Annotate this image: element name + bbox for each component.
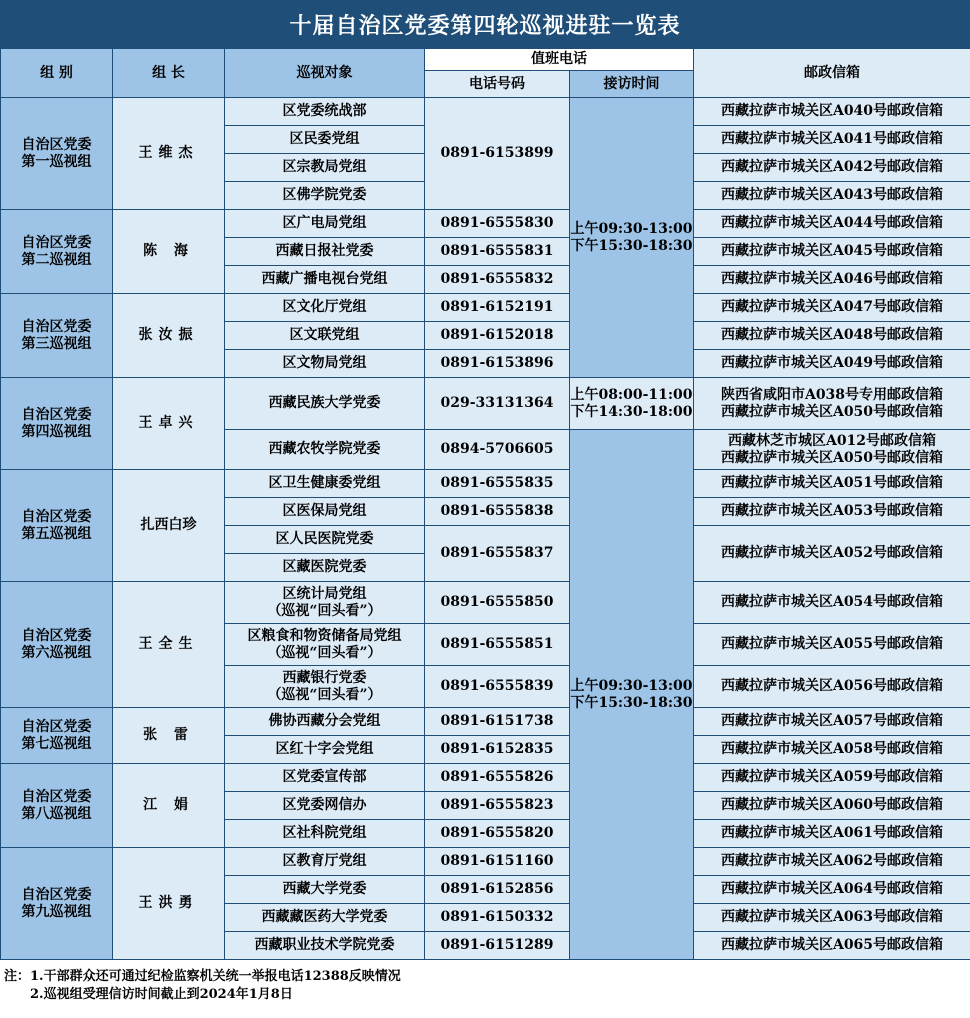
inspection-target: 区红十字会党组 bbox=[225, 736, 425, 764]
inspection-target: 区人民医院党委 bbox=[225, 526, 425, 554]
phone-number: 0891-6151738 bbox=[425, 708, 570, 736]
group-leader: 张 雷 bbox=[113, 708, 225, 764]
mailbox: 西藏拉萨市城关区A061号邮政信箱 bbox=[694, 820, 970, 848]
table-row bbox=[1, 470, 970, 498]
inspection-target: 区民委党组 bbox=[225, 126, 425, 154]
phone-number: 0891-6555839 bbox=[425, 666, 570, 708]
visit-time: 上午09:30-13:00 下午15:30-18:30 bbox=[570, 98, 694, 378]
mailbox: 西藏林芝市城区A012号邮政信箱 西藏拉萨市城关区A050号邮政信箱 bbox=[694, 430, 970, 470]
mailbox: 西藏拉萨市城关区A063号邮政信箱 bbox=[694, 904, 970, 932]
mailbox: 西藏拉萨市城关区A056号邮政信箱 bbox=[694, 666, 970, 708]
table-row bbox=[1, 708, 970, 736]
group-leader: 扎西白珍 bbox=[113, 470, 225, 582]
table-row bbox=[1, 210, 970, 238]
inspection-target: 区广电局党组 bbox=[225, 210, 425, 238]
mailbox: 西藏拉萨市城关区A062号邮政信箱 bbox=[694, 848, 970, 876]
phone-number: 0891-6150332 bbox=[425, 904, 570, 932]
mailbox: 西藏拉萨市城关区A059号邮政信箱 bbox=[694, 764, 970, 792]
inspection-table bbox=[0, 48, 970, 960]
inspection-target: 区党委宣传部 bbox=[225, 764, 425, 792]
phone-number: 0891-6152018 bbox=[425, 322, 570, 350]
inspection-target: 西藏职业技术学院党委 bbox=[225, 932, 425, 960]
phone-number: 029-33131364 bbox=[425, 378, 570, 430]
phone-number: 0891-6153899 bbox=[425, 98, 570, 210]
mailbox: 西藏拉萨市城关区A040号邮政信箱 bbox=[694, 98, 970, 126]
note-2: 2.巡视组受理信访时间截止到2024年1月8日 bbox=[30, 987, 293, 1002]
header-duty-phone: 值班电话 bbox=[425, 49, 694, 71]
mailbox: 西藏拉萨市城关区A044号邮政信箱 bbox=[694, 210, 970, 238]
header-mailbox: 邮政信箱 bbox=[694, 49, 970, 98]
inspection-target: 区文物局党组 bbox=[225, 350, 425, 378]
header-group: 组 别 bbox=[1, 49, 113, 98]
inspection-target: 佛协西藏分会党组 bbox=[225, 708, 425, 736]
phone-number: 0891-6153896 bbox=[425, 350, 570, 378]
note-1: 注：1.干部群众还可通过纪检监察机关统一举报电话12388反映情况 bbox=[4, 969, 401, 984]
inspection-target: 西藏藏医药大学党委 bbox=[225, 904, 425, 932]
mailbox: 西藏拉萨市城关区A045号邮政信箱 bbox=[694, 238, 970, 266]
group-name: 自治区党委 第四巡视组 bbox=[1, 378, 113, 470]
inspection-target: 区文联党组 bbox=[225, 322, 425, 350]
phone-number: 0891-6152856 bbox=[425, 876, 570, 904]
mailbox: 西藏拉萨市城关区A043号邮政信箱 bbox=[694, 182, 970, 210]
phone-number: 0891-6555823 bbox=[425, 792, 570, 820]
inspection-target: 区统计局党组 （巡视“回头看”） bbox=[225, 582, 425, 624]
inspection-target: 西藏银行党委 （巡视“回头看”） bbox=[225, 666, 425, 708]
phone-number: 0891-6151160 bbox=[425, 848, 570, 876]
inspection-target: 西藏大学党委 bbox=[225, 876, 425, 904]
group-name: 自治区党委 第三巡视组 bbox=[1, 294, 113, 378]
phone-number: 0891-6555826 bbox=[425, 764, 570, 792]
group-leader: 王维杰 bbox=[113, 98, 225, 210]
page-title: 十届自治区党委第四轮巡视进驻一览表 bbox=[0, 0, 970, 48]
phone-number: 0891-6555831 bbox=[425, 238, 570, 266]
mailbox: 陕西省咸阳市A038号专用邮政信箱 西藏拉萨市城关区A050号邮政信箱 bbox=[694, 378, 970, 430]
phone-number: 0891-6555820 bbox=[425, 820, 570, 848]
inspection-target: 西藏农牧学院党委 bbox=[225, 430, 425, 470]
group-leader: 江 娟 bbox=[113, 764, 225, 848]
inspection-target: 区文化厅党组 bbox=[225, 294, 425, 322]
phone-number: 0891-6555838 bbox=[425, 498, 570, 526]
group-name: 自治区党委 第五巡视组 bbox=[1, 470, 113, 582]
inspection-target: 西藏民族大学党委 bbox=[225, 378, 425, 430]
group-leader: 张汝振 bbox=[113, 294, 225, 378]
mailbox: 西藏拉萨市城关区A048号邮政信箱 bbox=[694, 322, 970, 350]
visit-time: 上午09:30-13:00 下午15:30-18:30 bbox=[570, 430, 694, 960]
table-row bbox=[1, 764, 970, 792]
group-name: 自治区党委 第二巡视组 bbox=[1, 210, 113, 294]
inspection-target: 区党委统战部 bbox=[225, 98, 425, 126]
inspection-target: 区佛学院党委 bbox=[225, 182, 425, 210]
phone-number: 0891-6555851 bbox=[425, 624, 570, 666]
inspection-target: 区教育厅党组 bbox=[225, 848, 425, 876]
table-row bbox=[1, 582, 970, 624]
inspection-target: 西藏广播电视台党组 bbox=[225, 266, 425, 294]
group-name: 自治区党委 第六巡视组 bbox=[1, 582, 113, 708]
mailbox: 西藏拉萨市城关区A055号邮政信箱 bbox=[694, 624, 970, 666]
mailbox: 西藏拉萨市城关区A058号邮政信箱 bbox=[694, 736, 970, 764]
inspection-target: 区党委网信办 bbox=[225, 792, 425, 820]
table-row bbox=[1, 294, 970, 322]
header-target: 巡视对象 bbox=[225, 49, 425, 98]
phone-number: 0891-6555850 bbox=[425, 582, 570, 624]
mailbox: 西藏拉萨市城关区A042号邮政信箱 bbox=[694, 154, 970, 182]
group-name: 自治区党委 第一巡视组 bbox=[1, 98, 113, 210]
phone-number: 0891-6555830 bbox=[425, 210, 570, 238]
group-leader: 陈 海 bbox=[113, 210, 225, 294]
table-row bbox=[1, 98, 970, 126]
inspection-target: 区社科院党组 bbox=[225, 820, 425, 848]
inspection-target: 西藏日报社党委 bbox=[225, 238, 425, 266]
inspection-target: 区粮食和物资储备局党组 （巡视“回头看”） bbox=[225, 624, 425, 666]
inspection-target: 区卫生健康委党组 bbox=[225, 470, 425, 498]
group-leader: 王全生 bbox=[113, 582, 225, 708]
mailbox: 西藏拉萨市城关区A054号邮政信箱 bbox=[694, 582, 970, 624]
group-name: 自治区党委 第七巡视组 bbox=[1, 708, 113, 764]
mailbox: 西藏拉萨市城关区A049号邮政信箱 bbox=[694, 350, 970, 378]
phone-number: 0891-6151289 bbox=[425, 932, 570, 960]
inspection-target: 区医保局党组 bbox=[225, 498, 425, 526]
phone-number: 0891-6555832 bbox=[425, 266, 570, 294]
header-phone-number: 电话号码 bbox=[425, 71, 570, 98]
mailbox: 西藏拉萨市城关区A060号邮政信箱 bbox=[694, 792, 970, 820]
mailbox: 西藏拉萨市城关区A064号邮政信箱 bbox=[694, 876, 970, 904]
group-leader: 王洪勇 bbox=[113, 848, 225, 960]
table-row bbox=[1, 378, 970, 430]
header-visit-time: 接访时间 bbox=[570, 71, 694, 98]
phone-number: 0891-6555835 bbox=[425, 470, 570, 498]
header-leader: 组 长 bbox=[113, 49, 225, 98]
mailbox: 西藏拉萨市城关区A057号邮政信箱 bbox=[694, 708, 970, 736]
inspection-target: 区藏医院党委 bbox=[225, 554, 425, 582]
inspection-target: 区宗教局党组 bbox=[225, 154, 425, 182]
group-name: 自治区党委 第九巡视组 bbox=[1, 848, 113, 960]
mailbox: 西藏拉萨市城关区A052号邮政信箱 bbox=[694, 526, 970, 582]
mailbox: 西藏拉萨市城关区A041号邮政信箱 bbox=[694, 126, 970, 154]
mailbox: 西藏拉萨市城关区A053号邮政信箱 bbox=[694, 498, 970, 526]
mailbox: 西藏拉萨市城关区A065号邮政信箱 bbox=[694, 932, 970, 960]
mailbox: 西藏拉萨市城关区A051号邮政信箱 bbox=[694, 470, 970, 498]
mailbox: 西藏拉萨市城关区A046号邮政信箱 bbox=[694, 266, 970, 294]
visit-time: 上午08:00-11:00 下午14:30-18:00 bbox=[570, 378, 694, 430]
footnotes bbox=[4, 968, 964, 1004]
group-leader: 王卓兴 bbox=[113, 378, 225, 470]
group-name: 自治区党委 第八巡视组 bbox=[1, 764, 113, 848]
phone-number: 0891-6152191 bbox=[425, 294, 570, 322]
phone-number: 0891-6555837 bbox=[425, 526, 570, 582]
table-row bbox=[1, 848, 970, 876]
phone-number: 0891-6152835 bbox=[425, 736, 570, 764]
mailbox: 西藏拉萨市城关区A047号邮政信箱 bbox=[694, 294, 970, 322]
phone-number: 0894-5706605 bbox=[425, 430, 570, 470]
